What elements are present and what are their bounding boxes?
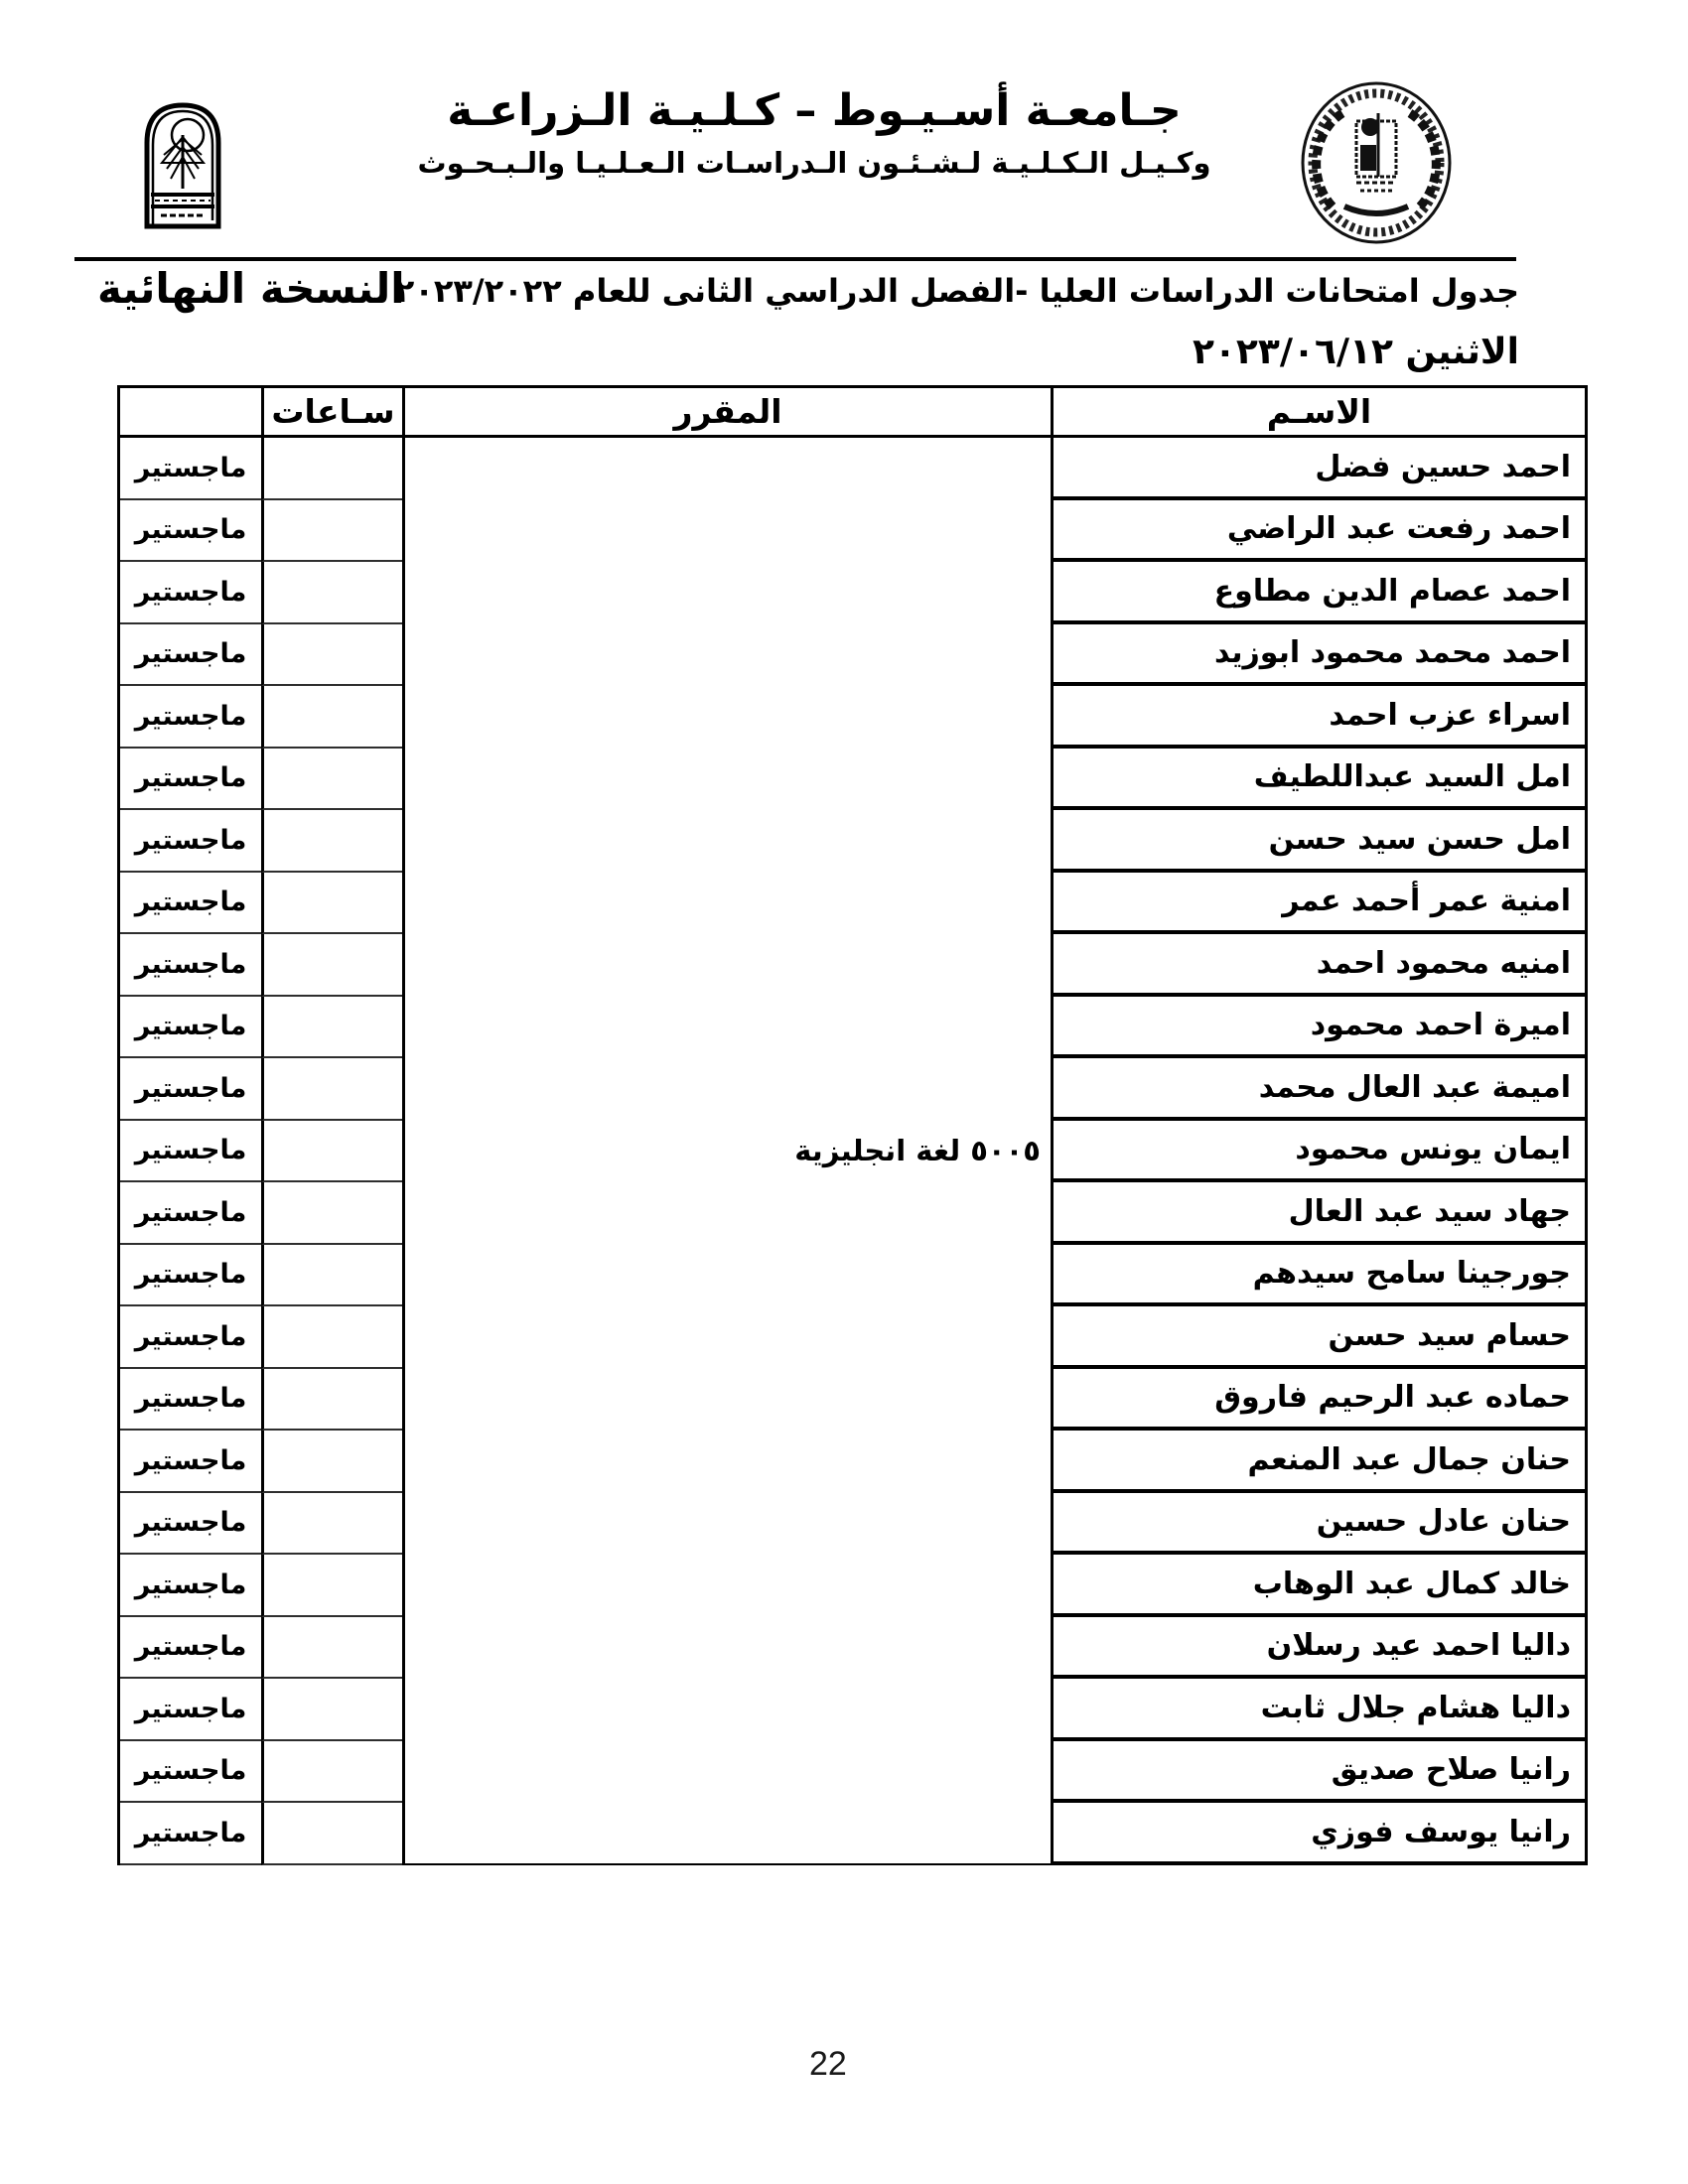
degree-cell: ماجستير: [120, 1121, 261, 1183]
hours-cell: [261, 1121, 402, 1183]
student-name-cell: رانيا صلاح صديق: [1051, 1741, 1585, 1804]
hours-cell: [261, 873, 402, 935]
column-header-course: المقرر: [402, 388, 1051, 438]
hours-cell: [261, 1555, 402, 1617]
degree-cell: ماجستير: [120, 934, 261, 997]
exam-schedule-title: جدول امتحانات الدراسات العليا -الفصل الدراسي الثانى للعام ٢٠٢٣/٢٠٢٢: [394, 272, 1519, 310]
degree-cell: ماجستير: [120, 1679, 261, 1741]
degree-cell: ماجستير: [120, 1803, 261, 1865]
hours-cell: [261, 1245, 402, 1307]
hours-cell: [261, 500, 402, 563]
student-name-cell: رانيا يوسف فوزي: [1051, 1803, 1585, 1865]
student-name-cell: حماده عبد الرحيم فاروق: [1051, 1369, 1585, 1432]
degree-cell: ماجستير: [120, 686, 261, 749]
student-name-cell: اميرة احمد محمود: [1051, 997, 1585, 1059]
hours-cell: [261, 1182, 402, 1245]
degree-cell: ماجستير: [120, 1182, 261, 1245]
student-name-cell: حسام سيد حسن: [1051, 1306, 1585, 1369]
degree-cell: ماجستير: [120, 1245, 261, 1307]
student-name-cell: امنية عمر أحمد عمر: [1051, 873, 1585, 935]
column-header-name: الاسـم: [1051, 388, 1585, 438]
hours-cell: [261, 997, 402, 1059]
degree-cell: ماجستير: [120, 749, 261, 811]
student-name-cell: امل السيد عبداللطيف: [1051, 749, 1585, 811]
degree-cell: ماجستير: [120, 1493, 261, 1556]
degree-cell: ماجستير: [120, 438, 261, 500]
hours-cell: [261, 624, 402, 687]
student-name-cell: داليا احمد عيد رسلان: [1051, 1617, 1585, 1680]
university-title: جـامعـة أسـيـوط – كـلـيـة الـزراعـة: [447, 85, 1182, 136]
student-name-cell: احمد رفعت عبد الراضي: [1051, 500, 1585, 563]
student-name-cell: امنيه محمود احمد: [1051, 934, 1585, 997]
degree-cell: ماجستير: [120, 997, 261, 1059]
hours-cell: [261, 1617, 402, 1680]
university-seal-icon: [1299, 79, 1454, 246]
column-header-hours: سـاعات: [261, 388, 402, 438]
hours-cell: [261, 438, 402, 500]
exam-date: الاثنين ٢٠٢٣/٠٦/١٢: [1192, 332, 1519, 372]
hours-cell: [261, 1493, 402, 1556]
hours-cell: [261, 1306, 402, 1369]
student-name-cell: احمد عصام الدين مطاوع: [1051, 562, 1585, 624]
hours-cell: [261, 1369, 402, 1432]
student-name-cell: داليا هشام جلال ثابت: [1051, 1679, 1585, 1741]
student-name-cell: جورجينا سامح سيدهم: [1051, 1245, 1585, 1307]
degree-cell: ماجستير: [120, 1058, 261, 1121]
student-name-cell: حنان جمال عبد المنعم: [1051, 1431, 1585, 1493]
hours-cell: [261, 1679, 402, 1741]
hours-cell: [261, 934, 402, 997]
student-name-cell: جهاد سيد عبد العال: [1051, 1182, 1585, 1245]
hours-cell: [261, 1431, 402, 1493]
degree-cell: ماجستير: [120, 1431, 261, 1493]
hours-cell: [261, 562, 402, 624]
degree-cell: ماجستير: [120, 1741, 261, 1804]
hours-cell: [261, 810, 402, 873]
student-name-cell: امل حسن سيد حسن: [1051, 810, 1585, 873]
student-name-cell: احمد محمد محمود ابوزيد: [1051, 624, 1585, 687]
page-number: 22: [809, 2045, 847, 2083]
student-name-cell: ايمان يونس محمود: [1051, 1121, 1585, 1183]
degree-cell: ماجستير: [120, 500, 261, 563]
department-subtitle: وكـيـل الـكـلـيـة لـشـئـون الـدراسـات الـعـلـيـا والـبـحـوث: [417, 146, 1211, 180]
student-name-cell: خالد كمال عبد الوهاب: [1051, 1555, 1585, 1617]
student-name-cell: اسراء عزب احمد: [1051, 686, 1585, 749]
student-name-cell: احمد حسين فضل: [1051, 438, 1585, 500]
header-divider: [74, 257, 1516, 261]
degree-cell: ماجستير: [120, 1617, 261, 1680]
letterhead: [169, 85, 1460, 180]
degree-cell: ماجستير: [120, 1306, 261, 1369]
column-header-degree: [120, 388, 261, 438]
degree-cell: ماجستير: [120, 1555, 261, 1617]
degree-cell: ماجستير: [120, 1369, 261, 1432]
hours-cell: [261, 1741, 402, 1804]
hours-cell: [261, 749, 402, 811]
hours-cell: [261, 686, 402, 749]
hours-cell: [261, 1058, 402, 1121]
degree-cell: ماجستير: [120, 624, 261, 687]
hours-cell: [261, 1803, 402, 1865]
student-name-cell: اميمة عبد العال محمد: [1051, 1058, 1585, 1121]
degree-cell: ماجستير: [120, 562, 261, 624]
course-merged-cell: ٥٠٠٥ لغة انجليزية: [402, 438, 1051, 1865]
degree-cell: ماجستير: [120, 810, 261, 873]
degree-cell: ماجستير: [120, 873, 261, 935]
exam-table: [117, 385, 1588, 1865]
final-version-label: النسخة النهائية: [97, 264, 405, 313]
student-name-cell: حنان عادل حسين: [1051, 1493, 1585, 1556]
